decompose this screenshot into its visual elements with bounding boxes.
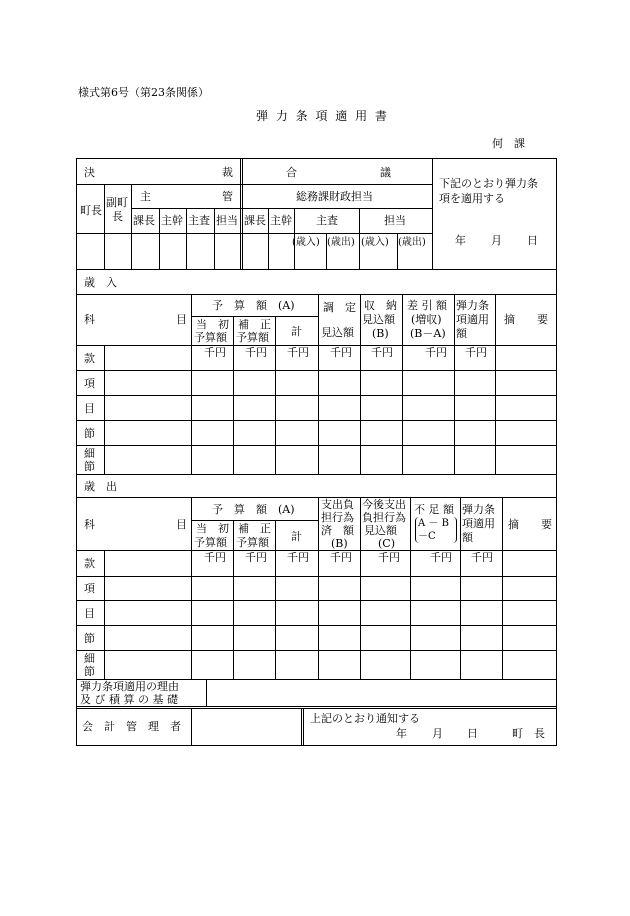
- shukan-label: 主幹: [161, 214, 183, 227]
- sainyu2-label: (歳入): [361, 237, 389, 248]
- notify-text: 上記のとおり通知する: [310, 712, 420, 725]
- exp-moku: 目: [176, 518, 187, 531]
- exp-shishutsu-2: 担行為: [321, 511, 354, 524]
- exp-toshyo-1: 当 初: [196, 522, 229, 535]
- exp-unit-hosei: 千円: [245, 551, 267, 564]
- kessai-label: 決: [84, 166, 95, 179]
- rev-danryoku-3: 額: [456, 327, 467, 340]
- somu-label: 総務課財政担当: [296, 190, 373, 203]
- rev-kei: 計: [291, 325, 302, 338]
- rev-shuno-2: 見込額: [362, 313, 395, 326]
- reason-line-1: 弾力条項適用の理由: [80, 680, 179, 693]
- exp-unit-shishutsu: 千円: [330, 551, 352, 564]
- gou-label: 合: [286, 166, 297, 179]
- rev-unit-danryoku: 千円: [465, 346, 487, 359]
- exp-unit-kongo: 千円: [378, 551, 400, 564]
- notify-year: 年: [396, 727, 407, 740]
- date-day: 日: [527, 234, 538, 247]
- notify-chocho: 町 長: [512, 727, 545, 740]
- kacho-label: 課長: [133, 214, 155, 227]
- shukan2-label: 主幹: [270, 214, 292, 227]
- rev-unit-chotei: 千円: [330, 346, 352, 359]
- exp-shishutsu-4: (B): [331, 537, 348, 550]
- exp-row-saisetsu-2: 節: [84, 665, 95, 678]
- expenditure-title: 歳 出: [84, 480, 117, 493]
- exp-kongo-4: (C): [378, 537, 395, 550]
- rev-chotei-1: 調 定: [323, 301, 356, 314]
- rev-sahiki-3: (B－A): [410, 327, 446, 340]
- rev-row-setsu: 節: [84, 427, 95, 440]
- exp-row-kou: 項: [84, 582, 95, 595]
- shusa-label: 主査: [188, 214, 210, 227]
- exp-danryoku-3: 額: [462, 531, 473, 544]
- exp-kongo-2: 負担行為: [362, 511, 406, 524]
- exp-toshyo-2: 予算額: [194, 536, 227, 549]
- saishutsu1-label: (歳出): [327, 237, 355, 248]
- chocho-label: 町長: [80, 204, 102, 217]
- rev-sahiki-1: 差 引 額: [407, 299, 447, 312]
- kaikei-label: 会 計 管 理 者: [82, 720, 181, 733]
- rev-shuno-3: (B): [372, 327, 389, 340]
- rev-moku: 目: [176, 313, 187, 326]
- exp-unit-toshyo: 千円: [204, 551, 226, 564]
- exp-row-setsu: 節: [84, 632, 95, 645]
- exp-hosei-1: 補 正: [238, 522, 271, 535]
- exp-row-saisetsu-1: 細: [84, 652, 95, 665]
- rev-unit-toshyo: 千円: [204, 346, 226, 359]
- sainyu1-label: (歳入): [292, 237, 320, 248]
- exp-kongo-3: 見込額: [364, 524, 397, 537]
- gi-label: 議: [380, 166, 391, 179]
- rev-toshyo-2: 予算額: [194, 331, 227, 344]
- exp-tekiyo: 摘 要: [508, 518, 552, 531]
- exp-hosei-2: 予算額: [236, 536, 269, 549]
- tanto-label: 担当: [216, 214, 238, 227]
- exp-kongo-1: 今後支出: [362, 498, 406, 511]
- exp-ka: 科: [84, 518, 95, 531]
- exp-row-moku: 目: [84, 607, 95, 620]
- section-label: 何 課: [492, 137, 525, 150]
- exp-unit-danryoku: 千円: [471, 551, 493, 564]
- kan-label: 管: [222, 190, 233, 203]
- exp-shishutsu-1: 支出負: [321, 498, 354, 511]
- rev-unit-shuno: 千円: [371, 346, 393, 359]
- rev-unit-sahiki: 千円: [425, 346, 447, 359]
- rev-row-kou: 項: [84, 377, 95, 390]
- exp-unit-kei: 千円: [287, 551, 309, 564]
- exp-unit-fusoku: 千円: [430, 551, 452, 564]
- rev-hosei-2: 予算額: [236, 331, 269, 344]
- rev-danryoku-1: 弾力条: [456, 299, 489, 312]
- exp-danryoku-2: 項適用: [462, 517, 495, 530]
- rev-ka: 科: [84, 313, 95, 326]
- exp-fusoku-1: 不 足 額: [414, 503, 454, 516]
- exp-kei: 計: [291, 530, 302, 543]
- rev-chotei-2: 見込額: [321, 326, 354, 339]
- date-month: 月: [491, 234, 502, 247]
- rev-tekiyo: 摘 要: [504, 313, 548, 326]
- form-number: 様式第6号（第23条関係）: [78, 86, 209, 99]
- exp-row-kan: 款: [84, 557, 95, 570]
- shu-label: 主: [140, 190, 151, 203]
- rev-shuno-1: 収 納: [364, 299, 397, 312]
- rev-danryoku-2: 項適用: [456, 313, 489, 326]
- notify-month: 月: [432, 727, 443, 740]
- rev-toshyo-1: 当 初: [196, 318, 229, 331]
- fukuchocho-label-1: 副町: [106, 196, 128, 209]
- rev-hosei-1: 補 正: [238, 318, 271, 331]
- shusa2-label: 主査: [316, 214, 338, 227]
- reason-line-2: 及 び 積 算 の 基 礎: [80, 693, 178, 706]
- kacho2-label: 課長: [244, 214, 266, 227]
- saishutsu2-label: (歳出): [398, 237, 426, 248]
- rev-unit-hosei: 千円: [245, 346, 267, 359]
- rev-row-saisetsu-2: 節: [84, 460, 95, 473]
- exp-danryoku-1: 弾力条: [462, 503, 495, 516]
- exp-yosan: 予 算 額 (A): [212, 503, 295, 516]
- revenue-title: 歳 入: [84, 276, 117, 289]
- rev-row-moku: 目: [84, 402, 95, 415]
- date-year: 年: [455, 234, 466, 247]
- rev-yosan: 予 算 額 (A): [212, 299, 295, 312]
- fukuchocho-label-2: 長: [112, 210, 123, 223]
- document-title: 弾 力 条 項 適 用 書: [256, 109, 389, 123]
- exp-fusoku-3: －C: [418, 531, 436, 542]
- rev-sahiki-2: (増収): [411, 313, 442, 326]
- tanto2-label: 担当: [384, 214, 406, 227]
- rev-row-saisetsu-1: 細: [84, 447, 95, 460]
- notice-line-1: 下記のとおり弾力条: [439, 177, 538, 190]
- exp-shishutsu-3: 済 額: [321, 524, 354, 537]
- rev-row-kan: 款: [84, 352, 95, 365]
- rev-unit-kei: 千円: [287, 346, 309, 359]
- notify-day: 日: [467, 727, 478, 740]
- exp-fusoku-2: A － B: [418, 518, 449, 529]
- notice-line-2: 項を適用する: [439, 192, 505, 205]
- sai-label: 裁: [222, 166, 233, 179]
